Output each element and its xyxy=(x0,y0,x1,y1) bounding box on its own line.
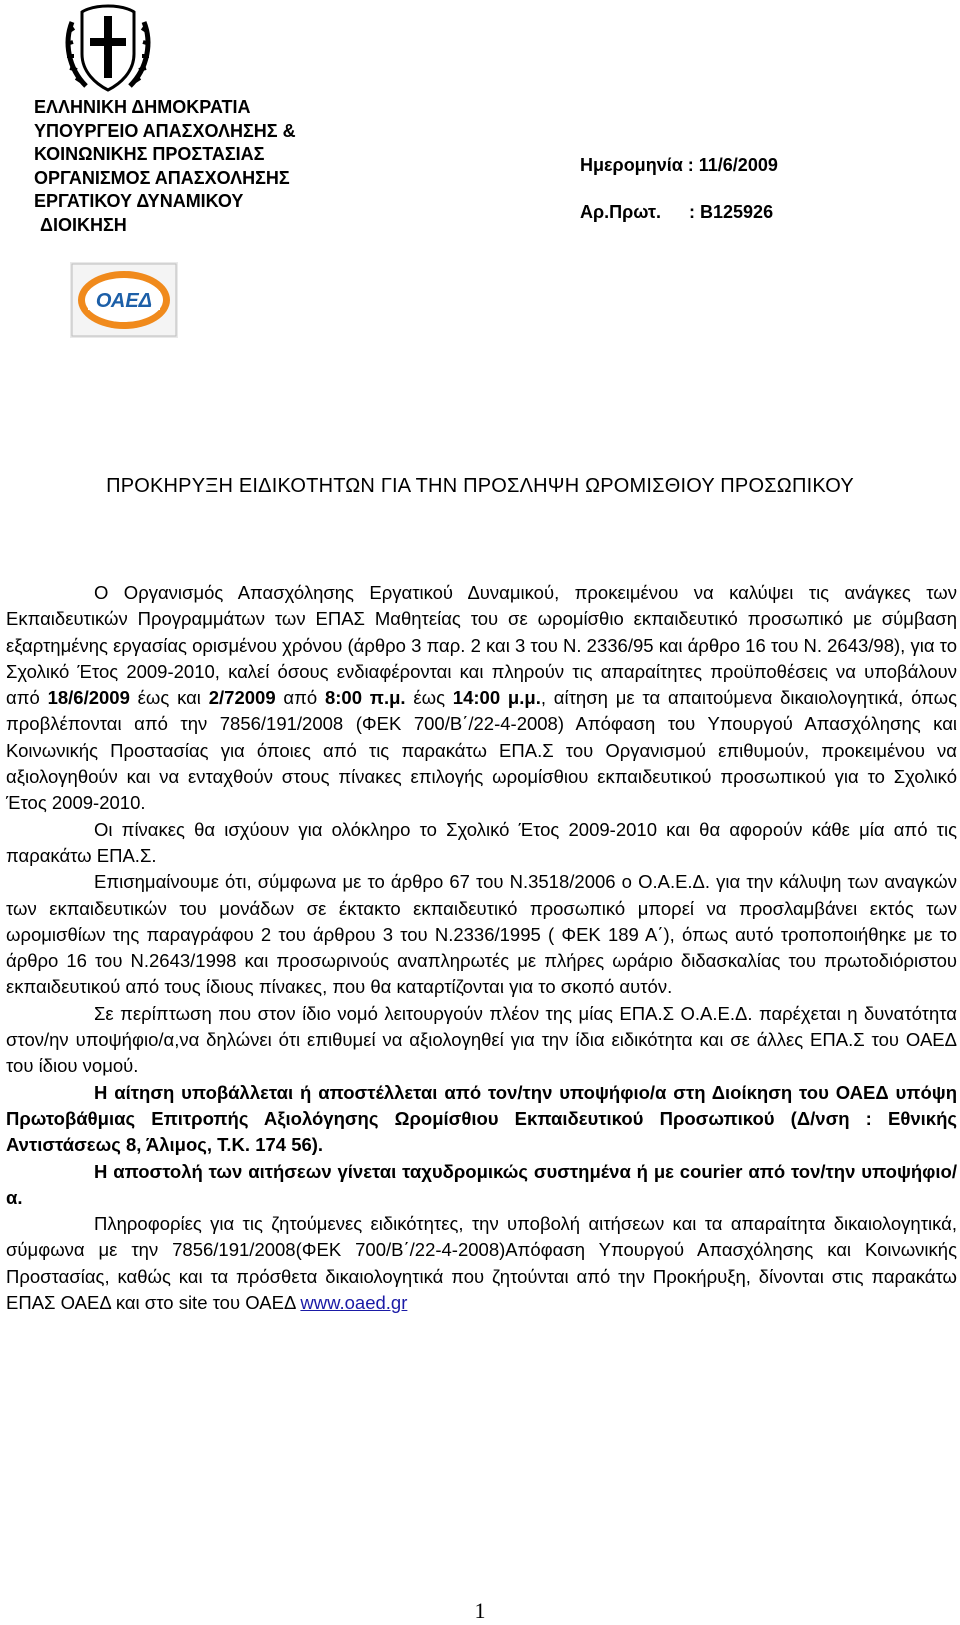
protocol-value: : Β125926 xyxy=(689,202,774,222)
document-meta xyxy=(580,142,778,236)
header-line: ΟΡΓΑΝΙΣΜΟΣ ΑΠΑΣΧΟΛΗΣΗΣ xyxy=(34,167,290,188)
date-line: Ημερομηνία : 11/6/2009 xyxy=(580,155,778,175)
paragraph-submission: Η αίτηση υποβάλλεται ή αποστέλλεται από τον/την υποψήφιο/α στη Διοίκηση του ΟΑΕΔ υπόψη Πρωτοβάθμιας Επιτροπής Αξιολόγησης Ωρομίσθιου Εκπαιδευτικού Προσωπικού (Δ/νση : Εθνικής Αντιστάσεως 8, Άλιμος, Τ.Κ. 174 56). xyxy=(6,1081,957,1156)
paragraph-same-prefecture: Σε περίπτωση που στον ίδιο νομό λειτουργούν πλέον της μίας ΕΠΑ.Σ Ο.Α.Ε.Δ. παρέχεται η δυνατότητα στον/ην υποψήφιο/α,να δηλώνει ότι επιθυμεί να αξιολογηθεί για την ίδια ειδικότητα και σε άλλες ΕΠΑ.Σ του ΟΑΕΔ του ίδιου νομού. xyxy=(6,1002,957,1077)
issuer-header xyxy=(34,96,296,237)
paragraph-announcement: Ο Οργανισμός Απασχόλησης Εργατικού Δυναμικού, προκειμένου να καλύψει τις ανάγκες των Εκπαιδευτικών Προγραμμάτων των ΕΠΑΣ Μαθητείας του σε ωρομίσθιο εκπαιδευτικό προσωπικό με σύμβαση εξαρτημένης εργασίας ορισμένου χρόνου (άρθρο 3 παρ. 2 και 3 του Ν. 2336/95 και άρθρο 16 του Ν. 2643/98), για το Σχολικό Έτος 2009-2010, καλεί όσους ενδιαφέρονται και πληρούν τις απαραίτητες προϋποθέσεις να υποβάλουν από 18/6/2009 έως και 2/72009 από 8:00 π.μ. έως 14:00 μ.μ., αίτηση με τα απαιτούμενα δικαιολογητικά, όπως προβλέπονται από την 7856/191/2008 (ΦΕΚ 700/Β΄/22-4-2008) Απόφαση του Υπουργού Απασχόλησης και Κοινωνικής Προστασίας για όποιες από τις παρακάτω ΕΠΑ.Σ του Οργανισμού επιθυμούν, προκειμένου να αξιολογηθούν και να ενταχθούν στους πίνακες επιλογής ωρομίσθιου εκπαιδευτικού προσωπικού για το Σχολικό Έτος 2009-2010. xyxy=(6,582,958,814)
page-number: 1 xyxy=(474,1598,486,1623)
header-line: ΕΡΓΑΤΙΚΟΥ ΔΥΝΑΜΙΚΟΥ xyxy=(34,191,244,211)
document-title: ΠΡΟΚΗΡΥΞΗ ΕΙΔΙΚΟΤΗΤΩΝ ΓΙΑ ΤΗΝ ΠΡΟΣΛΗΨΗ ΩΡΟΜΙΣΘΙΟΥ ΠΡΟΣΩΠΙΚΟΥ xyxy=(106,475,854,497)
oaed-website-link[interactable]: www.oaed.gr xyxy=(300,1292,408,1314)
header-line: ΔΙΟΙΚΗΣΗ xyxy=(40,214,127,235)
paragraph-tables-validity: Οι πίνακες θα ισχύουν για ολόκληρο το Σχολικό Έτος 2009-2010 και θα αφορούν κάθε μία από τις παρακάτω ΕΠΑ.Σ. xyxy=(6,818,957,866)
header-line: ΥΠΟΥΡΓΕΙΟ ΑΠΑΣΧΟΛΗΣΗΣ & xyxy=(34,120,296,141)
document-body xyxy=(6,580,957,1316)
oaed-logo xyxy=(70,262,178,338)
greek-republic-emblem xyxy=(60,2,156,94)
paragraph-law-note: Επισημαίνουμε ότι, σύμφωνα με το άρθρο 67 του Ν.3518/2006 ο Ο.Α.Ε.Δ. για την κάλυψη των αναγκών των εκπαιδευτικών του μονάδων σε έκτακτο εκπαιδευτικό προσωπικό μπορεί να προσλαμβάνει εκτός των ωρομισθίων της παραγράφου 2 του άρθρου 3 του Ν.2336/1995 ( ΦΕΚ 189 Α΄), όπως αυτό τροποποιήθηκε με το άρθρο 16 του Ν.2643/1998 και προσωρινούς αναπληρωτές με πλήρες ωράριο διδασκαλίας του πρωτοδιόριστου εκπαιδευτικού από τους ίδιους πίνακες, που θα καταρτίζονται για το σκοπό αυτόν. xyxy=(6,871,957,998)
logo-text: ΟΑΕΔ xyxy=(95,290,153,312)
header-line: ΚΟΙΝΩΝΙΚΗΣ ΠΡΟΣΤΑΣΙΑΣ xyxy=(34,144,265,164)
header-line: ΕΛΛΗΝΙΚΗ ΔΗΜΟΚΡΑΤΙΑ xyxy=(34,97,251,117)
paragraph-mailing: Η αποστολή των αιτήσεων γίνεται ταχυδρομικώς συστημένα ή με courier από τον/την υποψήφιο/α. xyxy=(6,1160,957,1208)
protocol-line xyxy=(580,189,778,236)
paragraph-information: Πληροφορίες για τις ζητούμενες ειδικότητες, την υποβολή αιτήσεων και τα απαραίτητα δικαιολογητικά, σύμφωνα με την 7856/191/2008(ΦΕΚ 700/Β΄/22-4-2008)Απόφαση Υπουργού Απασχόλησης και Κοινωνικής Προστασίας, καθώς και τα πρόσθετα δικαιολογητικά που ζητούνται από την Προκήρυξη, δίνονται στις παρακάτω ΕΠΑΣ ΟΑΕΔ και στο site του ΟΑΕΔ www.oaed.gr xyxy=(6,1213,957,1314)
protocol-label: Αρ.Πρωτ. xyxy=(580,202,662,222)
